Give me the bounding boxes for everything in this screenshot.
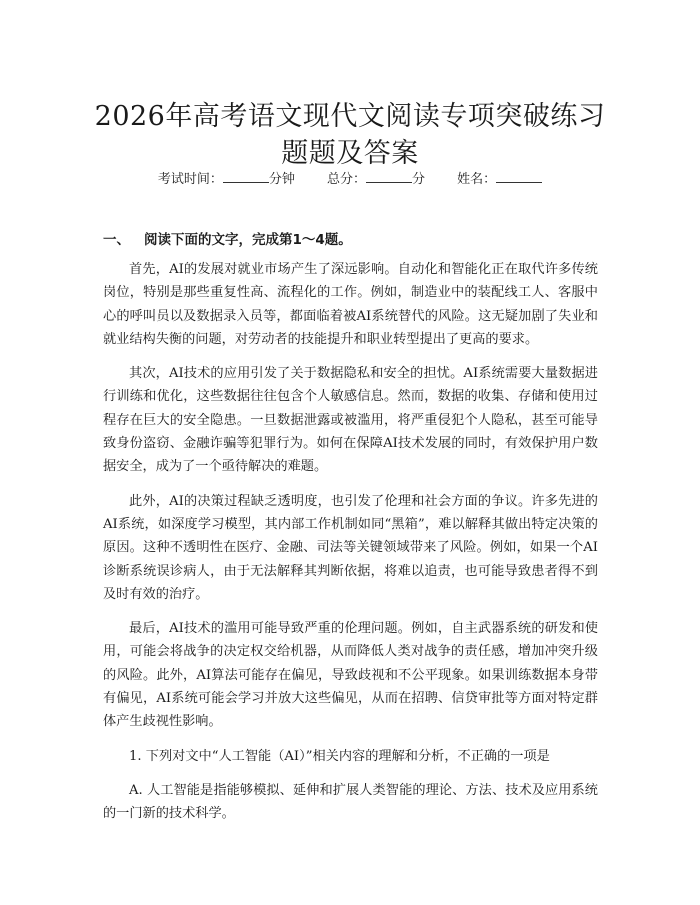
document-title: 2026年高考语文现代文阅读专项突破练习题题及答案	[94, 101, 606, 170]
passage-paragraph-1: 首先，AI的发展对就业市场产生了深远影响。自动化和智能化正在取代许多传统岗位，特别是那些重复性高、流程化的工作。例如，制造业中的装配线工人、客服中心的呼叫员以及数据录入员等，都面临着被AI系统替代的风险。这无疑加剧了失业和就业结构失衡的问题，对劳动者的技能提升和职业转型提出了更高的要求。	[103, 262, 598, 347]
student-name-field	[457, 172, 542, 187]
total-score-field	[327, 172, 425, 187]
student-name-label: 姓名：	[457, 172, 497, 187]
section-heading	[103, 231, 352, 249]
question-1-stem: 1. 下列对文中“人工智能（AI）”相关内容的理解和分析，不正确的一项是	[129, 748, 550, 764]
passage-paragraph-2: 其次，AI技术的应用引发了关于数据隐私和安全的担忧。AI系统需要大量数据进行训练和优化，这些数据往往包含个人敏感信息。然而，数据的收集、存储和使用过程存在巨大的安全隐患。一旦数据泄露或被滥用，将严重侵犯个人隐私，甚至可能导致身份盗窃、金融诈骗等犯罪行为。如何在保障AI技术发展的同时，有效保护用户数据安全，成为了一个亟待解决的难题。	[103, 366, 598, 475]
exam-info-line	[0, 170, 700, 189]
section-number: 一、	[103, 232, 130, 248]
student-name-blank[interactable]	[496, 170, 542, 183]
passage-paragraph-4: 最后，AI技术的滥用可能导致严重的伦理问题。例如，自主武器系统的研发和使用，可能会将战争的决定权交给机器，从而降低人类对战争的责任感，增加冲突升级的风险。此外，AI算法可能存在偏见，导致歧视和不公平现象。如果训练数据本身带有偏见，AI系统可能会学习并放大这些偏见，从而在招聘、信贷审批等方面对特定群体产生歧视性影响。	[103, 621, 598, 730]
total-score-unit: 分	[412, 172, 426, 187]
exam-time-unit: 分钟	[268, 172, 295, 187]
question-1-option-a[interactable]: A. 人工智能是指能够模拟、延伸和扩展人类智能的理论、方法、技术及应用系统的一门新的技术科学。	[103, 782, 598, 822]
exam-time-field	[158, 172, 295, 187]
passage-paragraph-3: 此外，AI的决策过程缺乏透明度，也引发了伦理和社会方面的争议。许多先进的AI系统，如深度学习模型，其内部工作机制如同“黑箱”，难以解释其做出特定决策的原因。这种不透明性在医疗、金融、司法等关键领域带来了风险。例如，如果一个AI诊断系统误诊病人，由于无法解释其判断依据，将难以追责，也可能导致患者得不到及时有效的治疗。	[103, 493, 598, 602]
reading-passage	[103, 258, 598, 837]
total-score-blank[interactable]	[366, 170, 412, 183]
section-instruction: 阅读下面的文字，完成第1～4题。	[144, 232, 352, 248]
exam-time-blank[interactable]	[223, 170, 269, 183]
total-score-label: 总分：	[326, 172, 366, 187]
exam-time-label: 考试时间：	[157, 172, 223, 187]
